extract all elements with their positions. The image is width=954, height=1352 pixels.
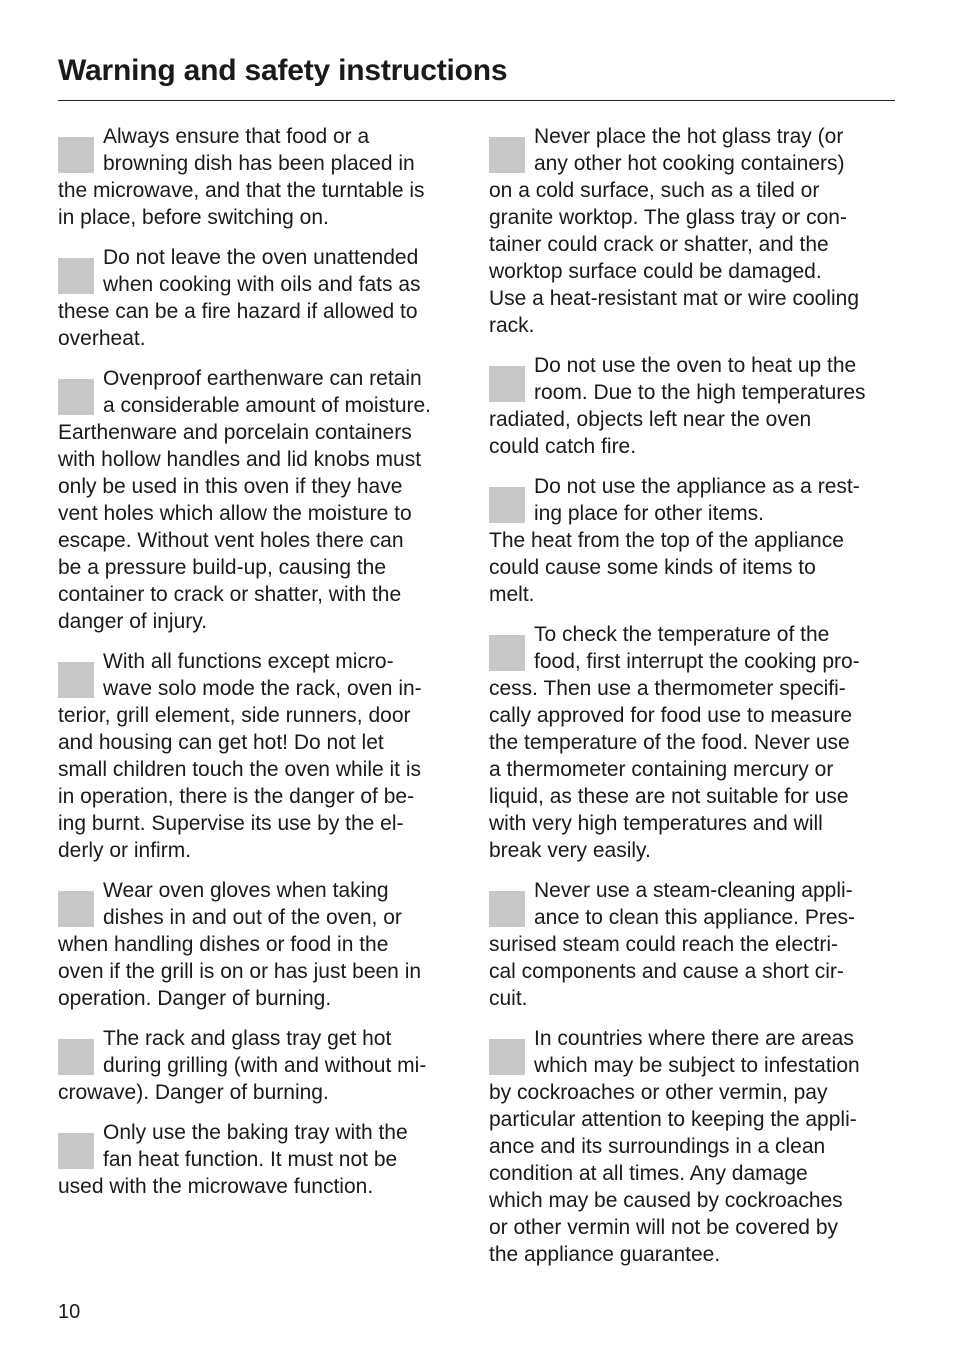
- warning-text-line: radiated, objects left near the oven: [489, 408, 812, 431]
- warning-text-line: dishes in and out of the oven, or: [103, 906, 402, 929]
- bullet-square-icon: [489, 366, 525, 402]
- warning-text-line: wave solo mode the rack, oven in-: [103, 677, 422, 700]
- warning-text-line: cuit.: [489, 987, 528, 1010]
- warning-text-line: overheat.: [58, 327, 146, 350]
- warning-text-line: with hollow handles and lid knobs must: [58, 448, 422, 471]
- warning-text-line: in place, before switching on.: [58, 206, 329, 229]
- warning-text-line: on a cold surface, such as a tiled or: [489, 179, 820, 202]
- warning-text-line: break very easily.: [489, 839, 651, 862]
- warning-text-line: could cause some kinds of items to: [489, 556, 816, 579]
- warning-text-line: particular attention to keeping the appli-: [489, 1108, 857, 1131]
- warning-text-line: ing place for other items.: [534, 502, 764, 525]
- warning-text-line: only be used in this oven if they have: [58, 475, 403, 498]
- warning-item: [489, 1025, 897, 1268]
- bullet-square-icon: [58, 379, 94, 415]
- warning-text-line: Do not leave the oven unattended: [103, 246, 419, 269]
- bullet-square-icon: [489, 137, 525, 173]
- warning-text-line: these can be a fire hazard if allowed to: [58, 300, 418, 323]
- bullet-square-icon: [58, 1039, 94, 1075]
- warning-text-line: when handling dishes or food in the: [58, 933, 389, 956]
- warning-item: [58, 365, 464, 635]
- bullet-square-icon: [489, 635, 525, 671]
- warning-text-line: or other vermin will not be covered by: [489, 1216, 838, 1239]
- warning-item: [489, 877, 897, 1012]
- warning-text-line: Ovenproof earthenware can retain: [103, 367, 422, 390]
- warning-text-line: which may be subject to infestation: [534, 1054, 860, 1077]
- warning-item: [58, 1025, 464, 1106]
- warning-text-line: fan heat function. It must not be: [103, 1148, 398, 1171]
- warning-text-line: cally approved for food use to measure: [489, 704, 853, 727]
- warning-text-line: by cockroaches or other vermin, pay: [489, 1081, 828, 1104]
- bullet-square-icon: [489, 1039, 525, 1075]
- warning-text-line: a considerable amount of moisture.: [103, 394, 432, 417]
- warning-item: [58, 648, 464, 864]
- bullet-square-icon: [58, 1133, 94, 1169]
- warning-text-line: in operation, there is the danger of be-: [58, 785, 415, 808]
- warning-text-line: granite worktop. The glass tray or con-: [489, 206, 847, 229]
- warning-text-line: Do not use the oven to heat up the: [534, 354, 857, 377]
- warning-text-line: worktop surface could be damaged.: [489, 260, 822, 283]
- warning-text-line: Do not use the appliance as a rest-: [534, 475, 860, 498]
- warning-text-line: Never use a steam-cleaning appli-: [534, 879, 853, 902]
- warning-text-line: small children touch the oven while it is: [58, 758, 422, 781]
- warning-text-line: To check the temperature of the: [534, 623, 830, 646]
- warning-text-line: Earthenware and porcelain containers: [58, 421, 412, 444]
- warning-text-line: browning dish has been placed in: [103, 152, 415, 175]
- warning-text-line: ance and its surroundings in a clean: [489, 1135, 826, 1158]
- warning-text-line: Use a heat-resistant mat or wire cooling: [489, 287, 859, 310]
- warning-text-line: and housing can get hot! Do not let: [58, 731, 384, 754]
- warning-text-line: which may be caused by cockroaches: [489, 1189, 843, 1212]
- warning-text-line: the appliance guarantee.: [489, 1243, 721, 1266]
- warning-item: [489, 473, 897, 608]
- warning-item: [58, 244, 464, 352]
- warning-text-line: room. Due to the high temperatures: [534, 381, 866, 404]
- warning-item: [489, 123, 897, 339]
- warning-text-line: container to crack or shatter, with the: [58, 583, 402, 606]
- warning-text-line: derly or infirm.: [58, 839, 192, 862]
- warning-text-line: crowave). Danger of burning.: [58, 1081, 329, 1104]
- bullet-square-icon: [58, 137, 94, 173]
- page-number: 10: [58, 1301, 81, 1323]
- warning-text-line: Wear oven gloves when taking: [103, 879, 389, 902]
- warning-text-line: In countries where there are areas: [534, 1027, 854, 1050]
- warning-text-line: condition at all times. Any damage: [489, 1162, 808, 1185]
- warning-text-line: the temperature of the food. Never use: [489, 731, 850, 754]
- warning-text-line: the microwave, and that the turntable is: [58, 179, 425, 202]
- right-column: [489, 123, 897, 1281]
- left-column: [58, 123, 464, 1213]
- page-title: Warning and safety instructions: [58, 54, 508, 87]
- warning-text-line: be a pressure build-up, causing the: [58, 556, 387, 579]
- warning-text-line: terior, grill element, side runners, door: [58, 704, 411, 727]
- warning-text-line: oven if the grill is on or has just been in: [58, 960, 422, 983]
- warning-text-line: could catch fire.: [489, 435, 637, 458]
- bullet-square-icon: [489, 487, 525, 523]
- warning-item: [58, 877, 464, 1012]
- warning-text-line: operation. Danger of burning.: [58, 987, 332, 1010]
- warning-text-line: when cooking with oils and fats as: [103, 273, 421, 296]
- warning-text-line: melt.: [489, 583, 535, 606]
- warning-text-line: rack.: [489, 314, 535, 337]
- warning-text-line: With all functions except micro-: [103, 650, 394, 673]
- warning-text-line: ance to clean this appliance. Pres-: [534, 906, 856, 929]
- warning-item: [58, 1119, 464, 1200]
- warning-text-line: used with the microwave function.: [58, 1175, 374, 1198]
- warning-text-line: vent holes which allow the moisture to: [58, 502, 412, 525]
- title-divider: [58, 100, 895, 101]
- warning-item: [489, 352, 897, 460]
- warning-text-line: The rack and glass tray get hot: [103, 1027, 392, 1050]
- warning-text-line: The heat from the top of the appliance: [489, 529, 844, 552]
- warning-text-line: danger of injury.: [58, 610, 208, 633]
- warning-text-line: cess. Then use a thermometer specifi-: [489, 677, 846, 700]
- bullet-square-icon: [58, 662, 94, 698]
- warning-text-line: ing burnt. Supervise its use by the el-: [58, 812, 404, 835]
- bullet-square-icon: [58, 891, 94, 927]
- warning-text-line: escape. Without vent holes there can: [58, 529, 404, 552]
- warning-text-line: surised steam could reach the electri-: [489, 933, 838, 956]
- warning-text-line: during grilling (with and without mi-: [103, 1054, 427, 1077]
- warning-text-line: food, first interrupt the cooking pro-: [534, 650, 860, 673]
- warning-text-line: Never place the hot glass tray (or: [534, 125, 844, 148]
- warning-text-line: Always ensure that food or a: [103, 125, 370, 148]
- warning-item: [489, 621, 897, 864]
- bullet-square-icon: [489, 891, 525, 927]
- warning-text-line: a thermometer containing mercury or: [489, 758, 834, 781]
- warning-text-line: tainer could crack or shatter, and the: [489, 233, 829, 256]
- warning-text-line: any other hot cooking containers): [534, 152, 845, 175]
- warning-text-line: with very high temperatures and will: [489, 812, 823, 835]
- warning-text-line: liquid, as these are not suitable for use: [489, 785, 849, 808]
- warning-item: [58, 123, 464, 231]
- warning-text-line: Only use the baking tray with the: [103, 1121, 408, 1144]
- bullet-square-icon: [58, 258, 94, 294]
- warning-text-line: cal components and cause a short cir-: [489, 960, 844, 983]
